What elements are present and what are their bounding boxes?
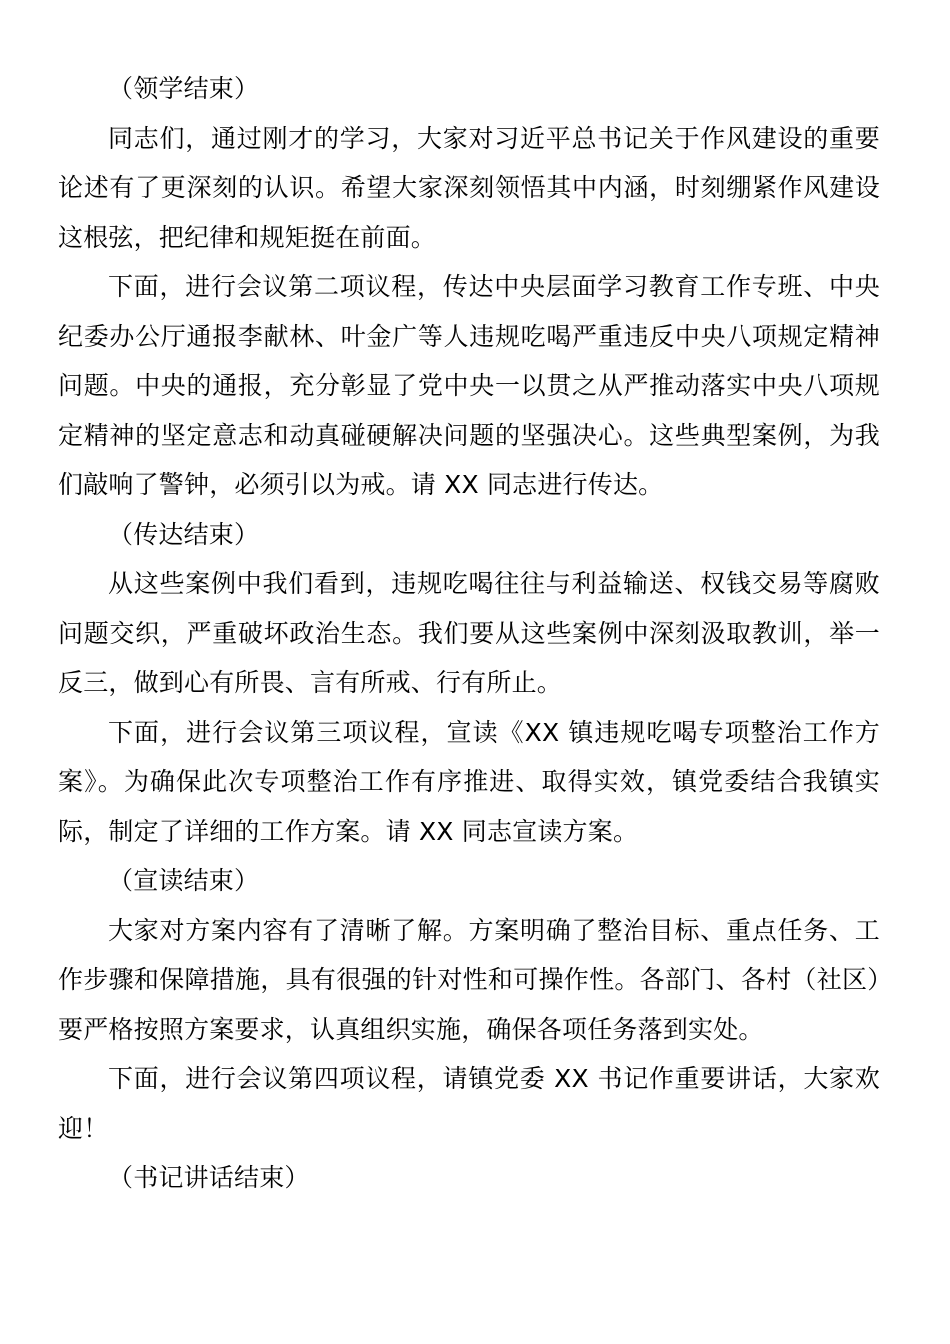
paragraph-plan-summary: 大家对方案内容有了清晰了解。方案明确了整治目标、重点任务、工作步骤和保障措施，具有很强的针对性和可操作性。各部门、各村（社区）要严格按照方案要求，认真组织实施，确保各项任务落到实处。 xyxy=(58,915,880,1044)
paragraph-lingxue-end: （领学结束） xyxy=(108,74,260,103)
paragraph-agenda-item-2: 下面，进行会议第二项议程，传达中央层面学习教育工作专班、中央纪委办公厅通报李献林、叶金广等人违规吃喝严重违反中央八项规定精神问题。中央的通报，充分彰显了党中央一以贯之从严推动落实中央八项规定精神的坚定意志和动真碰硬解决问题的坚强决心。这些典型案例，为我们敲响了警钟，必须引以为戒。请 XX 同志进行传达。 xyxy=(58,272,880,499)
paragraph-xuandu-end: （宣读结束） xyxy=(108,866,260,895)
paragraph-study-summary: 同志们，通过刚才的学习，大家对习近平总书记关于作风建设的重要论述有了更深刻的认识。希望大家深刻领悟其中内涵，时刻绷紧作风建设这根弦，把纪律和规矩挺在前面。 xyxy=(58,123,880,252)
paragraph-secretary-speech-end: （书记讲话结束） xyxy=(108,1163,310,1192)
paragraph-case-lessons: 从这些案例中我们看到，违规吃喝往往与利益输送、权钱交易等腐败问题交织，严重破坏政治生态。我们要从这些案例中深刻汲取教训，举一反三，做到心有所畏、言有所戒、行有所止。 xyxy=(58,569,880,697)
paragraph-agenda-item-4: 下面，进行会议第四项议程，请镇党委 XX 书记作重要讲话，大家欢迎！ xyxy=(58,1064,880,1143)
document-body xyxy=(58,64,880,1203)
paragraph-agenda-item-3: 下面，进行会议第三项议程，宣读《XX 镇违规吃喝专项整治工作方案》。为确保此次专项整治工作有序推进、取得实效，镇党委结合我镇实际，制定了详细的工作方案。请 XX 同志宣读方案。 xyxy=(58,717,880,846)
paragraph-chuanda-end: （传达结束） xyxy=(108,519,260,549)
